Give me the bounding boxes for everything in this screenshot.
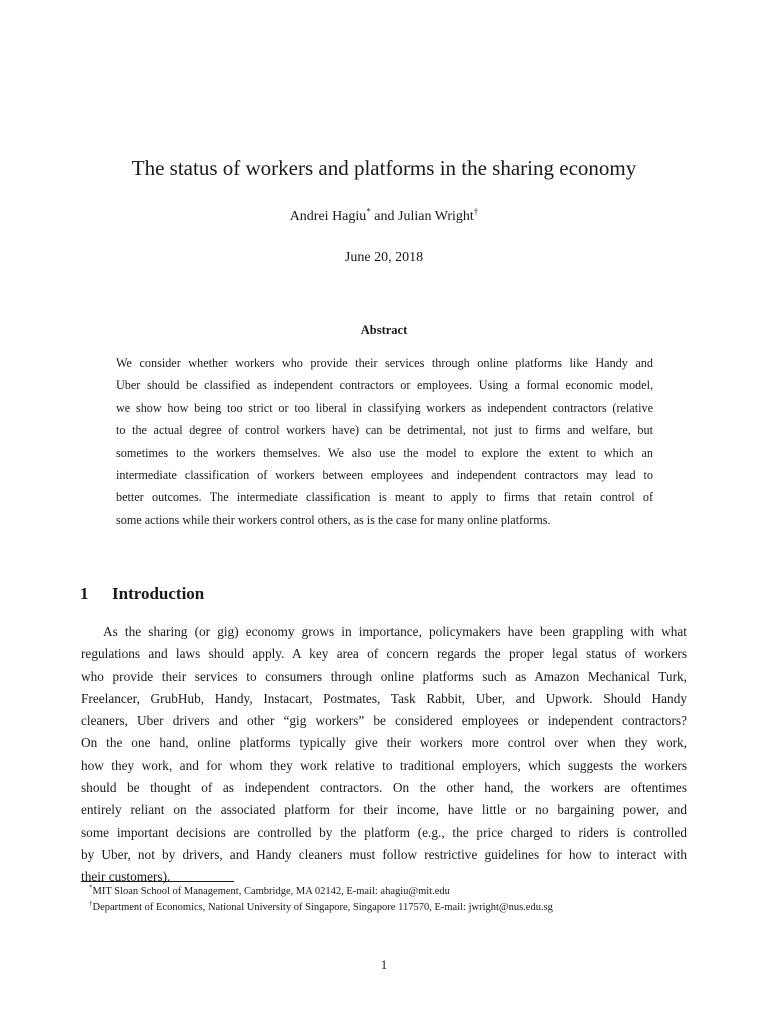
intro-line: who provide their services to consumers through online platforms such as Amazon Mechanical Turk,	[81, 668, 687, 684]
intro-line: cleaners, Uber drivers and other “gig workers” be considered employees or independent contractors?	[81, 713, 687, 729]
intro-line: As the sharing (or gig) economy grows in importance, policymakers have been grappling with what	[103, 624, 687, 639]
footnote	[81, 900, 687, 916]
abstract-line: sometimes to the workers themselves. We also use the model to explore the extent to which an	[116, 445, 653, 460]
section-title: Introduction	[112, 584, 205, 603]
author-line	[0, 207, 768, 227]
abstract-line: we show how being too strict or too liberal in classifying workers as independent contractors (relative	[116, 400, 653, 415]
footnote-mark: †	[473, 206, 479, 217]
footnotes	[81, 884, 687, 915]
abstract-heading: Abstract	[360, 323, 408, 337]
abstract-line: some actions while their workers control others, as is the case for many online platforms.	[116, 512, 551, 527]
section-number: 1	[80, 584, 89, 603]
intro-line: some important decisions are controlled by the platform (e.g., the price charged to riders is controlled	[81, 824, 687, 840]
author-name: Andrei Hagiu	[289, 209, 367, 224]
intro-line: how they work, and for whom they work relative to traditional employers, which suggests the workers	[81, 757, 687, 773]
paper-title: The status of workers and platforms in the sharing economy	[131, 156, 637, 180]
intro-line: entirely reliant on the associated platform for their income, have little or no bargaining power, and	[81, 802, 687, 818]
intro-line: regulations and laws should apply. A key area of concern regards the proper legal status of workers	[81, 646, 687, 662]
author-connector: and	[370, 209, 398, 224]
intro-line: On the one hand, online platforms typically give their workers more control over when they work,	[81, 735, 687, 751]
footnote-mark: †	[89, 899, 93, 907]
intro-line: should be thought of as independent contractors. On the other hand, the workers are oftentimes	[81, 780, 687, 796]
author-name: Julian Wright	[398, 209, 474, 224]
section-heading	[80, 584, 204, 604]
abstract-line: Uber should be classified as independent contractors or employees. Using a formal economic model,	[116, 378, 653, 393]
footnote-mark: *	[89, 883, 93, 892]
footnote	[81, 884, 687, 900]
intro-line: their customers).	[81, 869, 171, 885]
abstract-line: intermediate classification of workers between employees and independent contractors may lead to	[116, 468, 653, 483]
footnote-text: Department of Economics, National University of Singapore, Singapore 117570, E-mail: jwright@nus.edu.sg	[92, 901, 553, 913]
footnote-mark: *	[366, 206, 371, 217]
abstract-line: to the actual degree of control workers have) can be detrimental, not just to firms and welfare, but	[116, 423, 653, 438]
abstract-line: better outcomes. The intermediate classification is meant to apply to firms that retain control of	[116, 490, 653, 505]
intro-line: by Uber, not by drivers, and Handy cleaners must follow restrictive guidelines for how to interact with	[81, 846, 687, 862]
abstract-body	[116, 352, 653, 531]
intro-paragraph	[81, 621, 687, 889]
abstract-line: We consider whether workers who provide their services through online platforms like Handy and	[116, 356, 653, 370]
paper-date: June 20, 2018	[344, 250, 424, 265]
intro-line: Freelancer, GrubHub, Handy, Instacart, Postmates, Task Rabbit, Uber, and Upwork. Should Handy	[81, 690, 687, 706]
footnote-rule	[81, 881, 234, 882]
footnote-text: MIT Sloan School of Management, Cambridge, MA 02142, E-mail: ahagiu@mit.edu	[92, 886, 450, 897]
page-number: 1	[380, 958, 388, 972]
